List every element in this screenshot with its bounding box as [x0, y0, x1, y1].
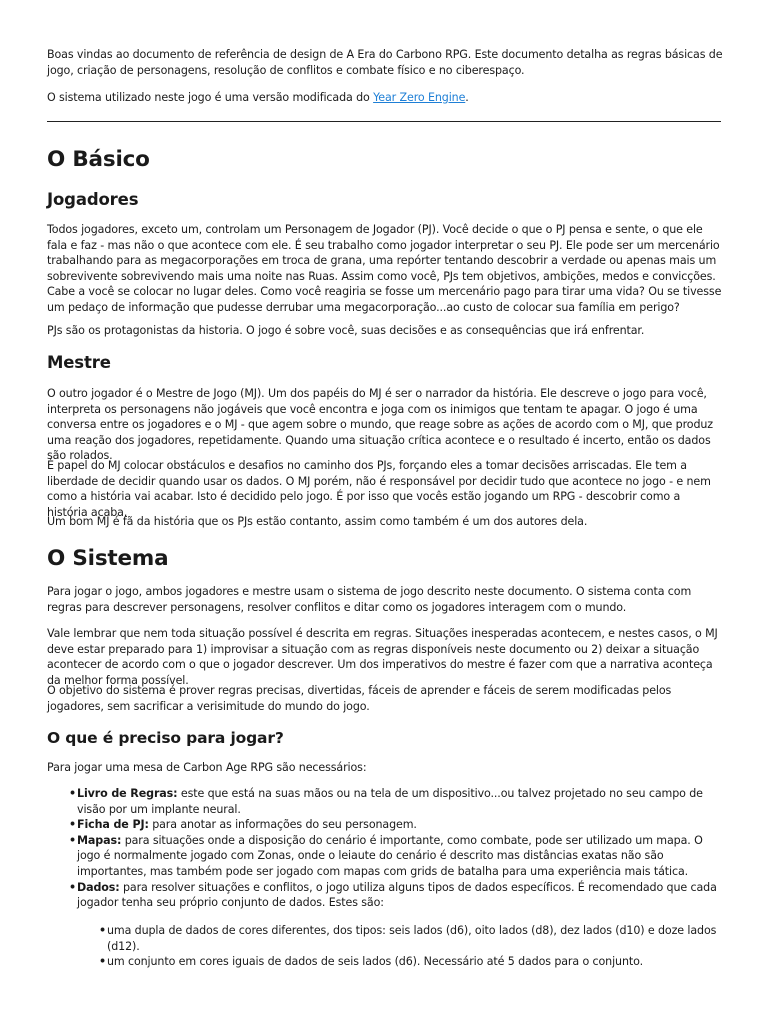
- list-item-text: para anotar as informações do seu personagem.: [148, 818, 417, 832]
- heading-preciso: O que é preciso para jogar?: [47, 729, 284, 747]
- heading-jogadores: Jogadores: [47, 190, 139, 209]
- list-item-label: Ficha de PJ:: [77, 818, 149, 832]
- list-item-text: para situações onde a disposição do cenário é importante, como combate, pode ser utilizado um mapa. O jogo é normalmente jogado com Zonas, onde o leiaute do cenário é descrito mas distâncias exatas não são importantes, mas também pode ser jogado com mapas com grids de batalha para uma experiência mais tática.: [77, 833, 703, 878]
- sistema-paragraph-2: Vale lembrar que nem toda situação possível é descrita em regras. Situações inesperadas acontecem, e nestes casos, o MJ deve estar preparado para 1) improvisar a situação com as regras disponíveis neste documento ou 2) deixar a situação acontecer de acordo com o que o jogador descrever. Um dos imperativos do mestre é fazer com que a narrativa aconteça da melhor forma possível.: [47, 627, 718, 687]
- heading-sistema: O Sistema: [47, 546, 169, 571]
- list-item-text: este que está na suas mãos ou na tela de um dispositivo...ou talvez projetado no seu campo de visão por um implante neural.: [77, 787, 703, 816]
- list-item-label: Livro de Regras:: [77, 787, 178, 800]
- requirements-list: [47, 786, 723, 911]
- list-item: [47, 833, 723, 880]
- heading-mestre: Mestre: [47, 353, 111, 372]
- section-divider: [47, 121, 721, 122]
- list-item-text: para resolver situações e conflitos, o jogo utiliza alguns tipos de dados específicos. É recomendado que cada jogador tenha seu próprio conjunto de dados. Estes são:: [77, 880, 717, 910]
- mestre-paragraph-2: É papel do MJ colocar obstáculos e desafios no caminho dos PJs, forçando eles a tomar decisões arriscadas. Ele tem a liberdade de decidir quando usar os dados. O MJ porém, não é responsável por decidir tudo que acontece no jogo - e nem como a história vai acabar. Isto é decidido pelo jogo. É por isso que vocês estão jogando um RPG - descobrir como a história acaba.: [47, 459, 711, 519]
- dice-sublist: [47, 923, 723, 970]
- jogadores-paragraph-1: Todos jogadores, exceto um, controlam um Personagem de Jogador (PJ). Você decide o que o PJ pensa e sente, o que ele fala e faz - mas não o que acontece com ele. É seu trabalho como jogador interpretar o seu PJ. Ele pode ser um mercenário trabalhando para as megacorporações em troca de grana, uma repórter tentando descobrir a verdade ou apenas mais um sobrevivente sobrevivendo mais uma noite nas Ruas. Assim como você, PJs tem objetivos, ambições, medos e convicções. Cabe a você se colocar no lugar deles. Como você reagiria se fosse um mercenário pago para tirar uma vida? Ou se tivesse um pedaço de informação que pudesse derrubar uma megacorporação...ao custo de colocar sua família em perigo?: [47, 223, 722, 314]
- sublist-item: • um conjunto em cores iguais de dados de seis lados (d6). Necessário até 5 dados para o conjunto.: [47, 954, 723, 970]
- intro-paragraph: Boas vindas ao documento de referência de design de A Era do Carbono RPG. Este documento detalha as regras básicas de jogo, criação de personagens, resolução de conflitos e combate físico e no ciberespaço.: [47, 48, 723, 77]
- list-item-label: Mapas:: [77, 833, 122, 847]
- sistema-paragraph-1: Para jogar o jogo, ambos jogadores e mestre usam o sistema de jogo descrito neste documento. O sistema conta com regras para descrever personagens, resolver conflitos e ditar como os jogadores interagem com o mundo.: [47, 585, 692, 614]
- engine-suffix: .: [465, 91, 469, 104]
- preciso-paragraph: Para jogar uma mesa de Carbon Age RPG são necessários:: [47, 761, 367, 774]
- list-item: [47, 817, 723, 833]
- engine-paragraph: [47, 90, 723, 106]
- mestre-paragraph-1: O outro jogador é o Mestre de Jogo (MJ). Um dos papéis do MJ é ser o narrador da história. Ele descreve o jogo para você, interpreta os personagens não jogáveis que você encontra e joga com os inimigos que tentam te apagar. O jogo é uma conversa entre os jogadores e o MJ - que agem sobre o mundo, que reage sobre as ações de acordo com o MJ, que produz uma reação dos jogadores, repetidamente. Quando uma situação crítica acontece e o resultado é incerto, então os dados são rolados.: [47, 387, 713, 463]
- year-zero-engine-link[interactable]: Year Zero Engine: [373, 91, 466, 104]
- list-item-label: Dados:: [77, 880, 120, 894]
- sublist-item: • uma dupla de dados de cores diferentes, dos tipos: seis lados (d6), oito lados (d8), dez lados (d10) e doze lados (d12).: [47, 923, 723, 954]
- list-item: [47, 880, 723, 911]
- heading-basico: O Básico: [47, 147, 150, 172]
- list-item: [47, 786, 723, 817]
- mestre-paragraph-3: Um bom MJ é fã da história que os PJs estão contanto, assim como também é um dos autores dela.: [47, 515, 588, 528]
- sistema-paragraph-3: O objetivo do sistema é prover regras precisas, divertidas, fáceis de aprender e fáceis de serem modificadas pelos jogadores, sem sacrificar a verisimitude do mundo do jogo.: [47, 684, 672, 713]
- engine-text: O sistema utilizado neste jogo é uma versão modificada do: [47, 91, 374, 104]
- jogadores-paragraph-2: PJs são os protagonistas da historia. O jogo é sobre você, suas decisões e as consequências que irá enfrentar.: [47, 324, 645, 337]
